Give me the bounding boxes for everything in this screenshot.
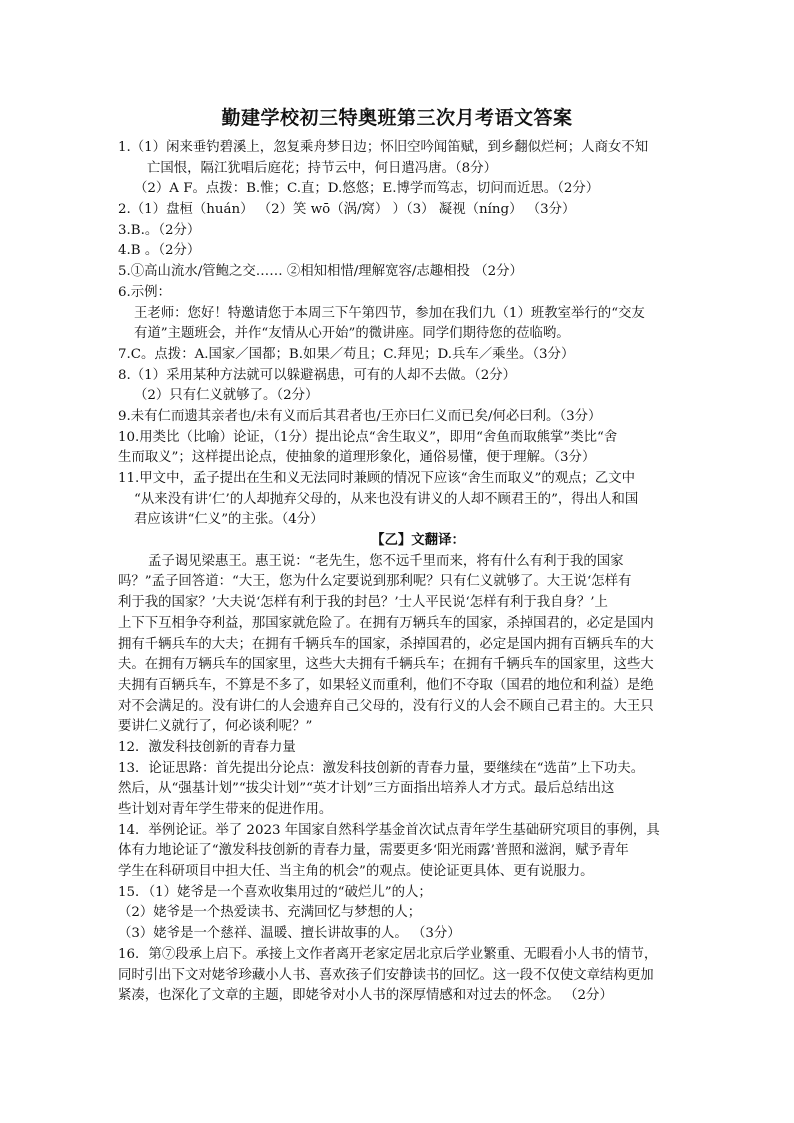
text-line: 7.C。点拨：A.国家／国都；B.如果／苟且；C.拜见；D.兵车／乘坐。（3分） xyxy=(118,346,575,362)
text-line: 6.示例： xyxy=(118,284,171,300)
text-line: 紧凑，也深化了文章的主题，即姥爷对小人书的深厚情感和对过去的怀念。 （2分） xyxy=(118,988,613,1004)
text-line: 【乙】文翻译： xyxy=(371,533,465,549)
text-line: 4.B 。（2分） xyxy=(118,243,201,259)
text-line: 同时引出下文对姥爷珍藏小人书、喜欢孩子们安静读书的回忆。这一段不仅使文章结构更加 xyxy=(118,967,654,983)
text-line: 王老师：您好！特邀请您于本周三下午第四节，参加在我们九（1）班教室举行的“交友 xyxy=(134,305,645,321)
text-line: （2）只有仁义就够了。（2分） xyxy=(134,388,319,404)
text-line: 亡国恨，隔江犹唱后庭花；持节云中，何日遣冯唐。（8分） xyxy=(147,160,497,176)
text-line: 些计划对青年学生带来的促进作用。 xyxy=(118,802,333,817)
text-line: 利于我的国家？’大夫说‘怎样有利于我的封邑？’士人平民说‘怎样有利于我自身？’上 xyxy=(118,595,608,611)
text-line: 夫拥有百辆兵车，不算是不多了，如果轻义而重利，他们不夺取（国君的地位和利益）是绝 xyxy=(118,677,654,693)
text-line: （2）A F。点拨：B.惟；C.直；D.悠悠；E.博学而笃志，切问而近思。（2分） xyxy=(134,181,600,197)
text-line: 夫。在拥有万辆兵车的国家里，这些大夫拥有千辆兵车；在拥有千辆兵车的国家里，这些大 xyxy=(118,657,654,673)
page-title: 勤建学校初三特奥班第三次月考语文答案 xyxy=(221,107,573,129)
text-line: 8.（1）采用某种方法就可以躲避祸患，可有的人却不去做。（2分） xyxy=(118,367,517,383)
text-line: 10.用类比（比喻）论证，（1分）提出论点“舍生取义”，即用“舍鱼而取熊掌”类比“舍 xyxy=(118,429,618,445)
text-line: 君应该讲“仁义”的主张。（4分） xyxy=(134,512,324,528)
text-line: 吗？”孟子回答道：“大王，您为什么定要说到那利呢？只有仁义就够了。大王说‘怎样有 xyxy=(118,574,632,590)
text-line: 对不会满足的。没有讲仁的人会遗弃自己父母的，没有行义的人会不顾自己君主的。大王只 xyxy=(118,698,654,714)
text-line: 1.（1）闲来垂钓碧溪上，忽复乘舟梦日边；怀旧空吟闻笛赋，到乡翻似烂柯；人商女不知 xyxy=(118,140,649,155)
text-line: 14．举例论证。举了 2023 年国家自然科学基金首次试点青年学生基础研究项目的事例，具 xyxy=(118,822,660,838)
text-line: 3.B.。（2分） xyxy=(118,222,201,238)
text-line: 学生在科研项目中担大任、当主角的机会”的观点。使论证更具体、更有说服力。 xyxy=(118,864,594,880)
text-line: 16．第⑦段承上启下。承接上文作者离开老家定居北京后学业繁重、无暇看小人书的情节， xyxy=(118,946,658,962)
text-line: 上下下互相争夺利益，那国家就危险了。在拥有万辆兵车的国家，杀掉国君的，必定是国内 xyxy=(118,615,654,631)
text-line: （2）姥爷是一个热爱读书、充满回忆与梦想的人； xyxy=(118,905,422,921)
text-line: 12．激发科技创新的青春力量 xyxy=(118,739,296,755)
text-line: 9.未有仁而遗其亲者也/未有义而后其君者也/王亦曰仁义而已矣/何必曰利。（3分） xyxy=(118,408,602,424)
text-line: 然后，从“强基计划”“拔尖计划”“英才计划”三方面指出培养人才方式。最后总结出这 xyxy=(118,781,615,797)
text-line: 拥有千辆兵车的大夫；在拥有千辆兵车的国家，杀掉国君的，必定是国内拥有百辆兵车的大 xyxy=(118,636,654,652)
text-line: 11.甲文中，孟子提出在生和义无法同时兼顾的情况下应该“舍生而取义”的观点；乙文中 xyxy=(118,471,636,486)
text-line: 5.①高山流水/管鲍之交…… ②相知相惜/理解宽容/志趣相投 （2分） xyxy=(118,264,523,280)
text-line: 13．论证思路：首先提出分论点：激发科技创新的青春力量，要继续在“选苗”上下功夫。 xyxy=(118,760,645,776)
text-line: 孟子谒见梁惠王。惠王说：“老先生，您不远千里而来，将有什么有利于我的国家 xyxy=(148,553,624,569)
answer-body xyxy=(118,138,678,1007)
text-line: 生而取义”；这样提出论点，使抽象的道理形象化，通俗易懂，便于理解。（3分） xyxy=(118,450,596,466)
text-line: “从来没有讲‘仁’的人却抛弃父母的，从来也没有讲义的人却不顾君王的”，得出人和国 xyxy=(134,491,639,507)
text-line: 要讲仁义就行了，何必谈利呢？” xyxy=(118,719,313,735)
text-line: 体有力地论证了“激发科技创新的青春力量，需要更多‘阳光雨露’普照和滋润，赋予青年 xyxy=(118,843,629,859)
text-line: （3）姥爷是一个慈祥、温暖、擅长讲故事的人。 （3分） xyxy=(118,926,461,942)
text-line: 有道”主题班会，并作“友情从心开始”的微讲座。同学们期待您的莅临哟。 xyxy=(134,326,570,342)
text-line: 15．（1）姥爷是一个喜欢收集用过的“破烂儿”的人； xyxy=(118,884,432,900)
text-line: 2.（1）盘桓（huán） （2）笑 wō（涡/窝） ）（3） 凝视（níng） （3分） xyxy=(118,202,576,218)
